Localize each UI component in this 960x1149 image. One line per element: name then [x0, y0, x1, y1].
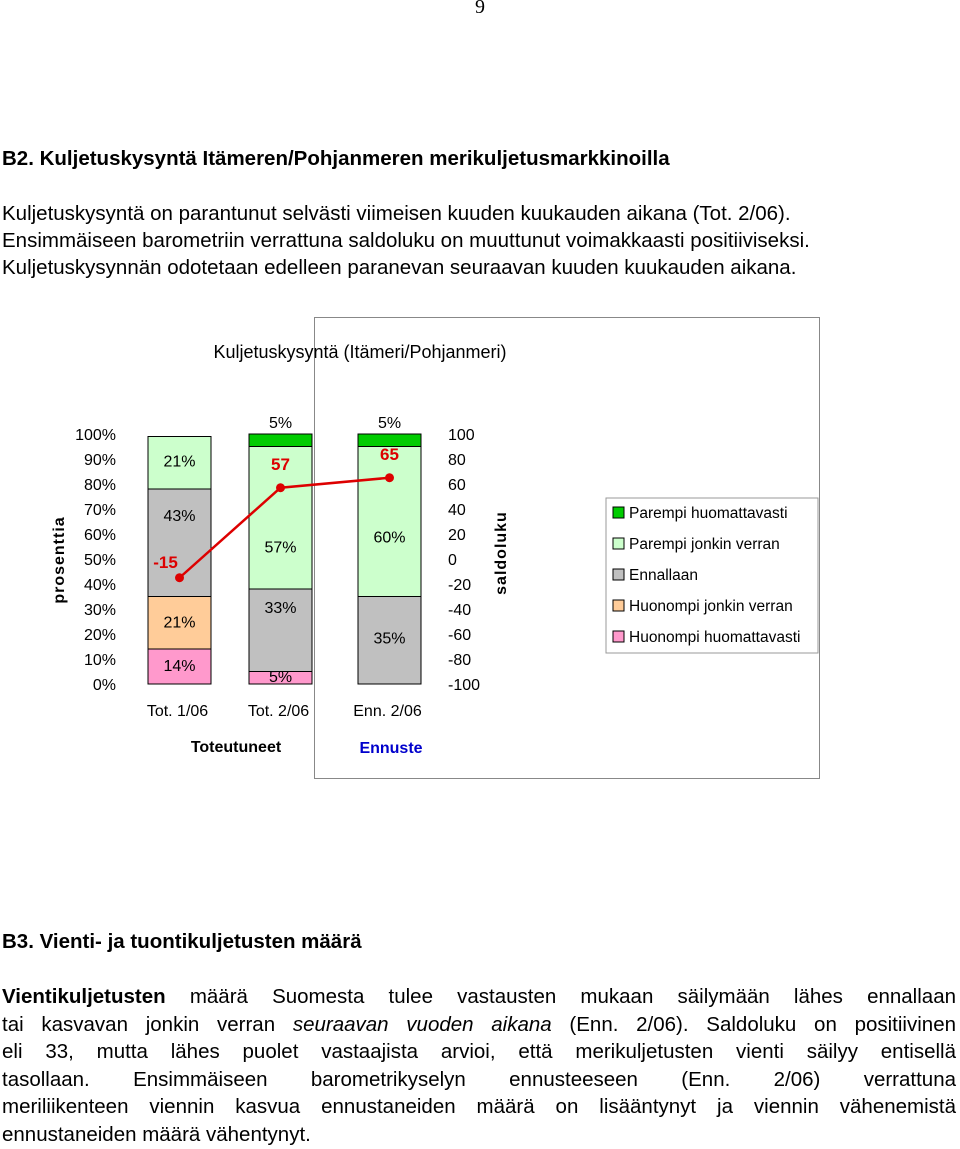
y-tick-label: 50% — [83, 552, 116, 569]
b3-line — [2, 983, 956, 1011]
section-b3-heading: B3. Vienti- ja tuontikuljetusten määrä — [2, 930, 362, 953]
y-tick-label: 70% — [83, 502, 116, 519]
b3-line — [2, 1093, 956, 1121]
legend-swatch — [613, 631, 624, 642]
b3-line — [2, 1011, 956, 1039]
y-tick-label: 30% — [83, 602, 116, 619]
y-tick-label: 0% — [92, 677, 116, 694]
y-tick-label: 100% — [75, 427, 116, 444]
saldo-point — [175, 573, 184, 582]
y2-tick-label: -40 — [448, 602, 472, 619]
y-tick-label: 40% — [83, 577, 116, 594]
b3-line — [2, 1038, 956, 1066]
b3-text-run: seuraavan vuoden aikana — [292, 1012, 552, 1036]
b2-text-line-3: Kuljetuskysynnän odotetaan edelleen paranevan seuraavan kuuden kuukauden aikana. — [2, 256, 797, 279]
y2-tick-label: -20 — [448, 577, 472, 594]
bar-segment — [249, 434, 312, 447]
bar-value-label: 60% — [373, 529, 406, 547]
y2-axis-label: saldoluku — [493, 511, 510, 595]
legend-swatch — [613, 538, 624, 549]
b2-text-line-2: Ensimmäiseen barometriin verrattuna saldoluku on muuttunut voimakkaasti positiiviseksi. — [2, 229, 810, 252]
saldo-point — [385, 473, 394, 482]
legend-label: Huonompi huomattavasti — [629, 629, 801, 646]
y-axis-label: prosenttia — [51, 516, 68, 604]
legend-swatch — [613, 569, 624, 580]
bar-value-label: 35% — [373, 630, 406, 648]
legend-label: Ennallaan — [629, 567, 698, 584]
y2-tick-label: 0 — [448, 552, 457, 569]
y-tick-label: 90% — [83, 452, 116, 469]
bar-segment — [358, 444, 421, 597]
y-tick-label: 20% — [83, 627, 116, 644]
y2-axis-ticks — [448, 427, 480, 694]
b3-text-run: tasollaan. Ensimmäiseen barometrikyselyn ennusteeseen (Enn. 2/06) verrattuna — [2, 1067, 956, 1091]
bar-value-label: 33% — [264, 600, 297, 617]
legend-label: Huonompi jonkin verran — [629, 598, 793, 615]
y-tick-label: 80% — [83, 477, 116, 494]
b3-paragraph — [2, 983, 956, 1149]
y-axis-ticks — [75, 427, 116, 694]
legend-label: Parempi jonkin verran — [629, 536, 780, 553]
legend-label: Parempi huomattavasti — [629, 505, 788, 522]
saldo-label: 57 — [271, 454, 290, 474]
b3-text-run: tai kasvavan jonkin verran — [2, 1012, 293, 1036]
page-number: 9 — [475, 0, 485, 18]
x-tick-label: Enn. 2/06 — [353, 703, 422, 720]
y2-tick-label: 20 — [448, 527, 466, 544]
b3-text-run: Vientikuljetusten — [2, 985, 166, 1008]
bar-value-label: 5% — [268, 669, 293, 686]
y2-tick-label: -60 — [448, 627, 472, 644]
y2-tick-label: -100 — [448, 677, 481, 694]
y-tick-label: 60% — [83, 527, 116, 544]
legend-swatch — [613, 600, 624, 611]
saldo-label: -15 — [153, 552, 178, 572]
bar-value-label: 21% — [163, 453, 196, 471]
saldo-point — [276, 483, 285, 492]
b3-text-run: eli 33, mutta lähes puolet vastaajista arvioi, että merikuljetusten vienti säilyy entisellä — [2, 1040, 956, 1064]
bar-value-label: 57% — [264, 539, 297, 557]
saldo-label: 65 — [380, 444, 399, 464]
x-axis-labels — [147, 703, 422, 720]
bar-value-label: 5% — [377, 415, 402, 432]
y2-tick-label: 100 — [448, 427, 475, 444]
b2-text-line-1: Kuljetuskysyntä on parantunut selvästi viimeisen kuuden kuukauden aikana (Tot. 2/06). — [2, 202, 791, 225]
y2-tick-label: 40 — [448, 502, 466, 519]
bar-value-label: 21% — [163, 614, 196, 632]
group-label-ennuste: Ennuste — [359, 740, 423, 757]
bar-value-label: 14% — [163, 658, 196, 675]
chart-title: Kuljetuskysyntä (Itämeri/Pohjanmeri) — [213, 342, 507, 362]
b3-text-run: määrä Suomesta tulee vastausten mukaan säilymään lähes ennallaan — [165, 985, 956, 1008]
b3-text-run: (Enn. 2/06). Saldoluku on positiivinen — [551, 1012, 956, 1036]
group-label-toteutuneet: Toteutuneet — [190, 739, 282, 756]
y-tick-label: 10% — [83, 652, 116, 669]
x-tick-label: Tot. 2/06 — [247, 703, 310, 720]
b3-text-run: ennustaneiden määrä vähentynyt. — [2, 1122, 311, 1146]
section-b2-heading: B2. Kuljetuskysyntä Itämeren/Pohjanmeren merikuljetusmarkkinoilla — [2, 147, 670, 170]
b3-line — [2, 1066, 956, 1094]
bar-value-label: 5% — [268, 415, 293, 432]
x-tick-label: Tot. 1/06 — [146, 703, 209, 720]
b3-line — [2, 1121, 956, 1149]
bar-value-label: 43% — [163, 508, 196, 525]
legend-swatch — [613, 507, 624, 518]
y2-tick-label: 80 — [448, 452, 466, 469]
y2-tick-label: -80 — [448, 652, 472, 669]
y2-tick-label: 60 — [448, 477, 466, 494]
b3-text-run: meriliikenteen viennin kasvua ennustaneiden määrä on lisääntynyt ja viennin vähenemistä — [2, 1095, 956, 1119]
